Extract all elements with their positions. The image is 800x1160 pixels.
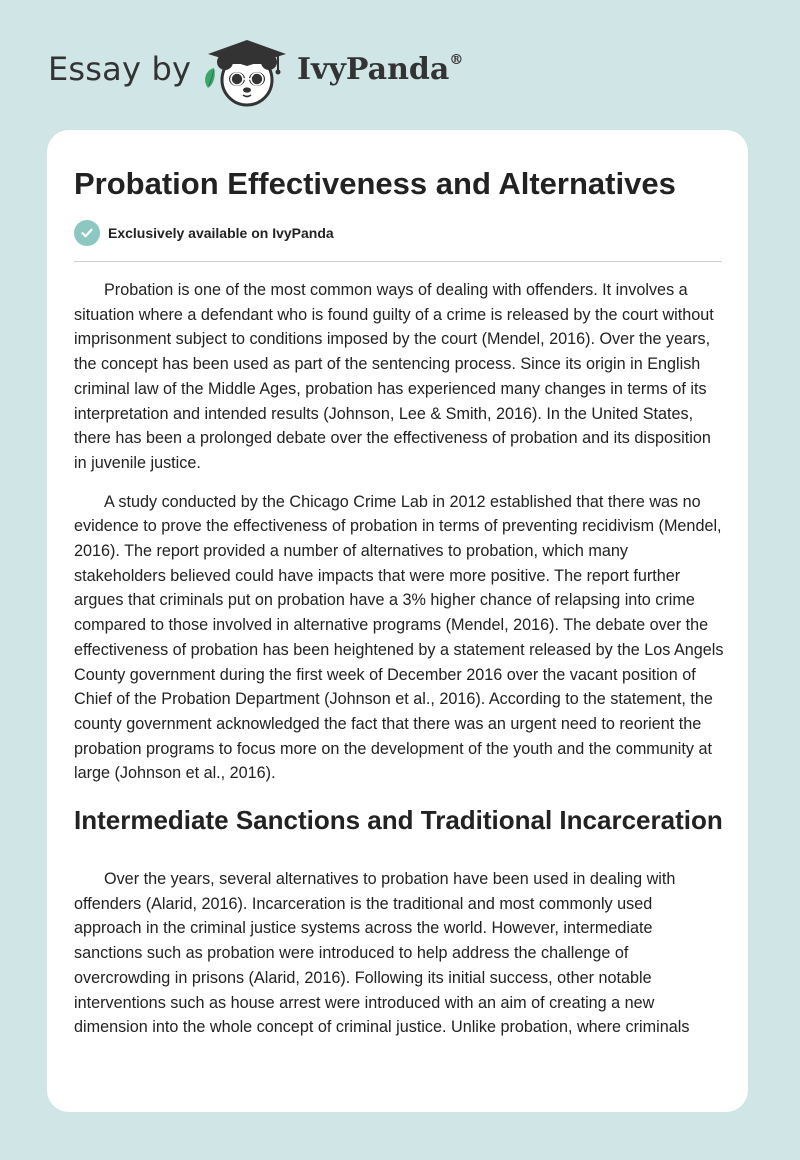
brand-name-text: IvyPanda [297, 52, 450, 87]
brand-name[interactable] [297, 52, 463, 87]
site-header [0, 0, 800, 130]
paragraph: A study conducted by the Chicago Crime Lab in 2012 established that there was no evidence to prove the effectiveness of probation in terms of preventing recidivism (Mendel, 2016). The report provided a number of alternatives to probation, which many stakeholders believed could have impacts that were more positive. The report further argues that criminals put on probation have a 3% higher chance of relapsing into crime compared to those involved in alternative programs (Mendel, 2016). The debate over the effectiveness of probation has been heightened by a statement released by the Los Angels County government during the first week of December 2016 over the vacant position of Chief of the Probation Department (Johnson et al., 2016). According to the statement, the county government acknowledged the fact that there was an urgent need to reorient the probation programs to focus more on the development of the youth and the community at large (Johnson et al., 2016). [74, 492, 724, 783]
checkmark-icon [74, 220, 100, 246]
paragraph: Over the years, several alternatives to probation have been used in dealing with offenders (Alarid, 2016). Incarceration is the traditional and most commonly used approach in the criminal justice systems across the world. However, intermediate sanctions such as probation were introduced to help address the challenge of overcrowding in prisons (Alarid, 2016). Following its initial success, other notable interventions such as house arrest were introduced with an aim of creating a new dimension into the whole concept of criminal justice. Unlike probation, where criminals [74, 870, 690, 1037]
article-body [74, 278, 724, 1054]
page-title: Probation Effectiveness and Alternatives [74, 166, 676, 201]
panda-graduation-cap-icon[interactable] [198, 34, 298, 110]
divider [74, 261, 722, 262]
paragraph: Probation is one of the most common ways of dealing with offenders. It involves a situation where a defendant who is found guilty of a crime is released by the court without imprisonment subject to conditions imposed by the court (Mendel, 2016). Over the years, the concept has been used as part of the sentencing process. Since its origin in English criminal law of the Middle Ages, probation has experienced many changes in terms of its interpretation and intended results (Johnson, Lee & Smith, 2016). In the United States, there has been a prolonged debate over the effectiveness of probation and its disposition in juvenile justice. [74, 281, 714, 472]
essay-card [47, 130, 748, 1112]
brand-prefix: Essay by [48, 50, 192, 88]
section-heading: Intermediate Sanctions and Traditional Incarceration [74, 805, 723, 836]
badge-label: Exclusively available on IvyPanda [108, 225, 334, 241]
exclusive-badge [74, 220, 334, 246]
registered-mark: ® [449, 52, 464, 68]
